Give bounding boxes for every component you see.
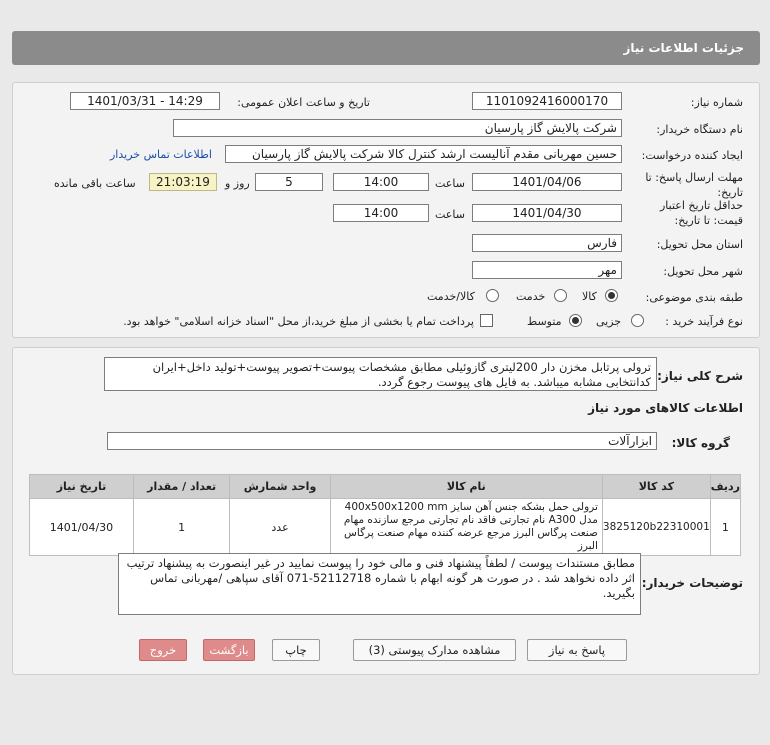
goods-group-field: ابزارآلات bbox=[107, 432, 657, 450]
deadline-time-label: ساعت bbox=[435, 177, 465, 190]
need-number-label: شماره نیاز: bbox=[690, 96, 743, 109]
goods-section-title: اطلاعات کالاهای مورد نیاز bbox=[588, 401, 743, 415]
validity-time-field: 14:00 bbox=[333, 204, 429, 222]
category-radio-service[interactable] bbox=[554, 289, 567, 302]
buyer-org-label: نام دستگاه خریدار: bbox=[656, 123, 743, 136]
page-header bbox=[12, 31, 760, 65]
row-code: 3825120b22310001 bbox=[602, 499, 710, 556]
summary-label: شرح کلی نیاز: bbox=[657, 369, 743, 383]
treasury-payment-checkbox[interactable] bbox=[480, 314, 493, 327]
validity-date-field: 1401/04/30 bbox=[472, 204, 622, 222]
goods-table bbox=[29, 474, 741, 556]
process-radio-minor[interactable] bbox=[631, 314, 644, 327]
col-unit: واحد شمارش bbox=[230, 475, 331, 499]
reply-button[interactable]: پاسخ به نیاز bbox=[527, 639, 627, 661]
col-code: کد کالا bbox=[602, 475, 710, 499]
col-date: تاریخ نیاز bbox=[30, 475, 134, 499]
buyer-notes-label: توضیحات خریدار: bbox=[641, 576, 743, 590]
row-unit: عدد bbox=[230, 499, 331, 556]
deadline-date-field: 1401/04/06 bbox=[472, 173, 622, 191]
announce-field: 1401/03/31 - 14:29 bbox=[70, 92, 220, 110]
process-option-medium: متوسط bbox=[527, 315, 562, 328]
buyer-notes-text: مطابق مستندات پیوست / لطفاً پیشنهاد فنی و مالی خود را پیوست نمایید در غیر اینصورت به پیشنهاد ترتیب اثر داده نخواهد شد . در صورت هر گونه ابهام با شماره 52112718-071 آقای سپاهی /مهربانی تماس بگیرید. bbox=[118, 553, 641, 615]
city-field: مهر bbox=[472, 261, 622, 279]
goods-group-label: گروه کالا: bbox=[671, 436, 730, 450]
page-title: جزئیات اطلاعات نیاز bbox=[623, 41, 744, 55]
row-name: ترولی حمل بشکه جنس آهن سایز 400x500x1200 mm مدل A300 نام تجارتی فاقد نام تجارتی مرجع سازنده مهام صنعت پرگاس البرز مرجع عرضه کننده مهام صنعت پرگاس البرز bbox=[330, 499, 602, 556]
row-date: 1401/04/30 bbox=[30, 499, 134, 556]
announce-label: تاریخ و ساعت اعلان عمومی: bbox=[237, 96, 370, 109]
need-number-field: 1101092416000170 bbox=[472, 92, 622, 110]
validity-label: حداقل تاریخ اعتبار قیمت: تا تاریخ: bbox=[659, 199, 743, 227]
province-label: استان محل تحویل: bbox=[656, 238, 743, 251]
col-name: نام کالا bbox=[330, 475, 602, 499]
city-label: شهر محل تحویل: bbox=[663, 265, 743, 278]
remaining-time-field: 21:03:19 bbox=[149, 173, 217, 191]
back-button[interactable]: بازگشت bbox=[203, 639, 255, 661]
category-radio-goods-service[interactable] bbox=[486, 289, 499, 302]
requester-field: حسین مهربانی مقدم آنالیست ارشد کنترل کالا شرکت پالایش گاز پارسیان bbox=[225, 145, 622, 163]
table-row bbox=[30, 499, 741, 556]
print-button[interactable]: چاپ bbox=[272, 639, 320, 661]
contact-buyer-link[interactable]: اطلاعات تماس خریدار bbox=[110, 148, 212, 161]
summary-text: ترولی پرتابل مخزن دار 200لیتری گازوئیلی مطابق مشخصات پیوست+تصویر پیوست+تولید داخل+ایران کدانتخابی مشابه میباشد. به فایل های پیوست رجوع گردد. bbox=[104, 357, 657, 391]
category-option-goods: کالا bbox=[582, 290, 597, 303]
province-field: فارس bbox=[472, 234, 622, 252]
col-index: ردیف bbox=[710, 475, 740, 499]
exit-button[interactable]: خروج bbox=[139, 639, 187, 661]
goods-table-header bbox=[30, 475, 741, 499]
category-option-goods-service: کالا/خدمت bbox=[427, 290, 475, 303]
requester-label: ایجاد کننده درخواست: bbox=[641, 149, 743, 162]
process-radio-medium[interactable] bbox=[569, 314, 582, 327]
days-label: روز و bbox=[225, 177, 250, 190]
category-option-service: خدمت bbox=[516, 290, 546, 303]
view-attachments-button[interactable]: مشاهده مدارک پیوستی (3) bbox=[353, 639, 516, 661]
col-qty: تعداد / مقدار bbox=[133, 475, 229, 499]
category-radio-goods[interactable] bbox=[605, 289, 618, 302]
deadline-time-field: 14:00 bbox=[333, 173, 429, 191]
row-qty: 1 bbox=[133, 499, 229, 556]
category-label: طبقه بندی موضوعی: bbox=[645, 291, 743, 304]
process-label: نوع فرآیند خرید : bbox=[665, 315, 743, 328]
deadline-label: مهلت ارسال پاسخ: تا تاریخ: bbox=[645, 171, 743, 199]
row-index: 1 bbox=[710, 499, 740, 556]
validity-time-label: ساعت bbox=[435, 208, 465, 221]
process-option-minor: جزیی bbox=[596, 315, 622, 328]
remaining-time-label: ساعت باقی مانده bbox=[54, 177, 136, 190]
buyer-org-field: شرکت پالایش گاز پارسیان bbox=[173, 119, 622, 137]
days-field: 5 bbox=[255, 173, 323, 191]
treasury-payment-note: پرداخت تمام یا بخشی از مبلغ خرید،از محل "اسناد خزانه اسلامی" خواهد بود. bbox=[123, 315, 474, 328]
